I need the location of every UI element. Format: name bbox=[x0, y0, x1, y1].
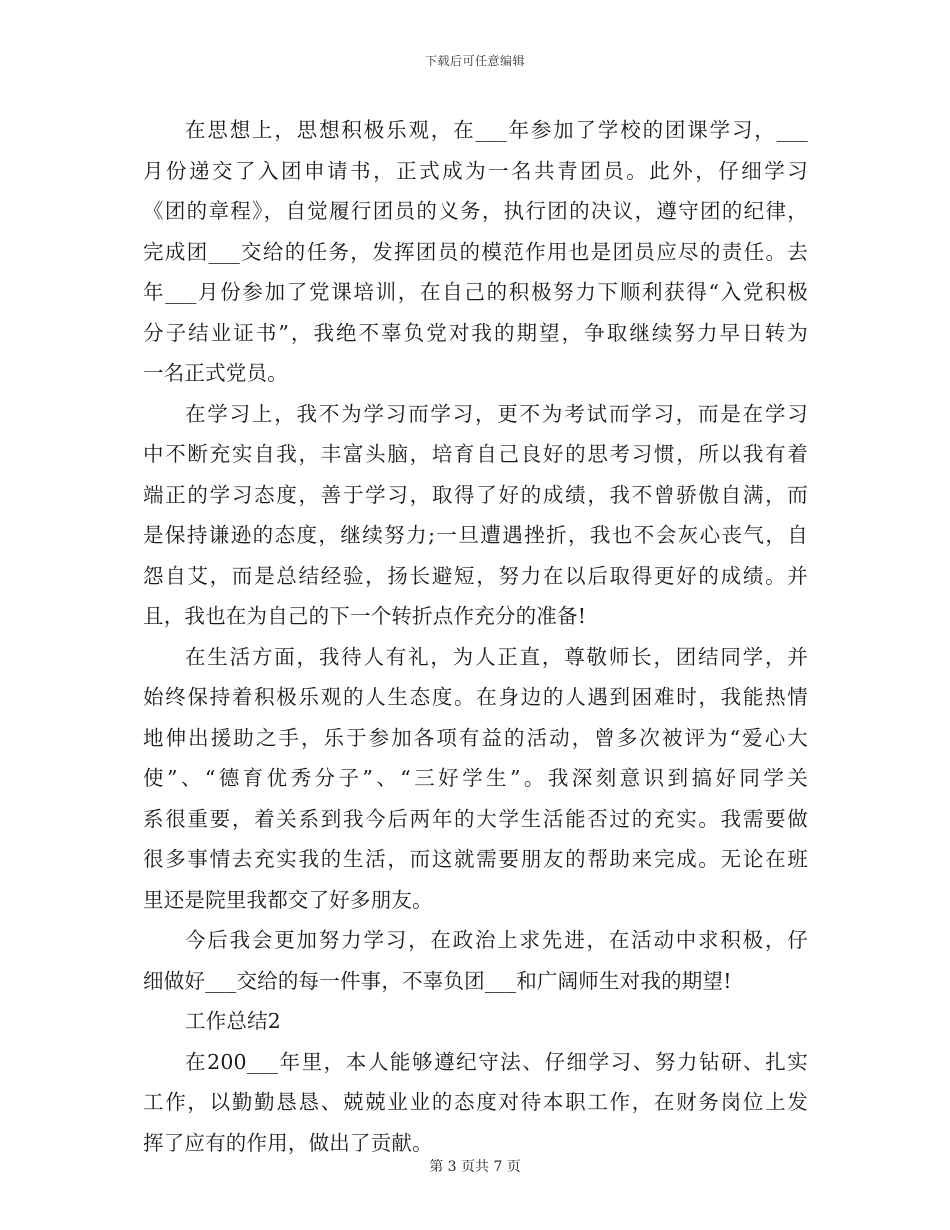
text-line: 系很重要，着关系到我今后两年的大学生活能否过的充实。我需要做 bbox=[143, 806, 808, 831]
text-line: 使”、“德育优秀分子”、“三好学生”。我深刻意识到搞好同学关 bbox=[143, 766, 808, 790]
text-line: 细做好___交给的每一件事，不辜负团___和广阔师生对我的期望! bbox=[143, 968, 732, 993]
text-line: 中不断充实自我，丰富头脑，培育自己良好的思考习惯，所以我有着 bbox=[143, 442, 808, 466]
text-line: 完成团___交给的任务，发挥团员的模范作用也是团员应尽的责任。去 bbox=[143, 239, 808, 264]
text-line: 月份递交了入团申请书，正式成为一名共青团员。此外，仔细学习 bbox=[143, 158, 808, 183]
text-line: 且，我也在为自己的下一个转折点作充分的准备! bbox=[143, 604, 587, 628]
text-line: 怨自艾，而是总结经验，扬长避短，努力在以后取得更好的成绩。并 bbox=[143, 563, 808, 588]
text-line: 在生活方面，我待人有礼，为人正直，尊敬师长，团结同学，并 bbox=[185, 644, 808, 669]
text-line: 是保持谦逊的态度，继续努力;一旦遭遇挫折，我也不会灰心丧气，自 bbox=[143, 523, 808, 547]
text-line: 里还是院里我都交了好多朋友。 bbox=[143, 887, 433, 912]
text-line: 在200___年里，本人能够遵纪守法、仔细学习、努力钻研、扎实 bbox=[185, 1049, 808, 1074]
page-footer: 第 3 页共 7 页 bbox=[429, 1159, 521, 1175]
text-line: 始终保持着积极乐观的人生态度。在身边的人遇到困难时，我能热情 bbox=[143, 685, 808, 709]
document-body bbox=[143, 110, 808, 1163]
text-line: 《团的章程》，自觉履行团员的义务，执行团的决议，遵守团的纪律， bbox=[143, 199, 808, 223]
text-line: 地伸出援助之手，乐于参加各项有益的活动，曾多次被评为“爱心大 bbox=[143, 725, 808, 750]
text-line: 很多事情去充实我的生活，而这就需要朋友的帮助来完成。无论在班 bbox=[143, 847, 808, 871]
text-line: 端正的学习态度，善于学习，取得了好的成绩，我不曾骄傲自满，而 bbox=[143, 482, 808, 507]
text-line: 工作，以勤勤恳恳、兢兢业业的态度对待本职工作，在财务岗位上发 bbox=[143, 1090, 808, 1114]
text-line: 在思想上，思想积极乐观，在___年参加了学校的团课学习，___ bbox=[185, 118, 808, 142]
text-line: 分子结业证书”，我绝不辜负党对我的期望，争取继续努力早日转为 bbox=[143, 320, 808, 345]
page-header: 下载后可任意编辑 bbox=[424, 54, 525, 68]
text-line: 在学习上，我不为学习而学习，更不为考试而学习，而是在学习 bbox=[185, 401, 808, 426]
text-line: 今后我会更加努力学习，在政治上求先进，在活动中求积极，仔 bbox=[185, 928, 808, 952]
text-line: 一名正式党员。 bbox=[143, 361, 288, 385]
text-line: 挥了应有的作用，做出了贡献。 bbox=[143, 1130, 433, 1155]
text-line: 年___月份参加了党课培训，在自己的积极努力下顺利获得“入党积极 bbox=[143, 280, 808, 304]
text-line: 工作总结2 bbox=[185, 1009, 282, 1033]
